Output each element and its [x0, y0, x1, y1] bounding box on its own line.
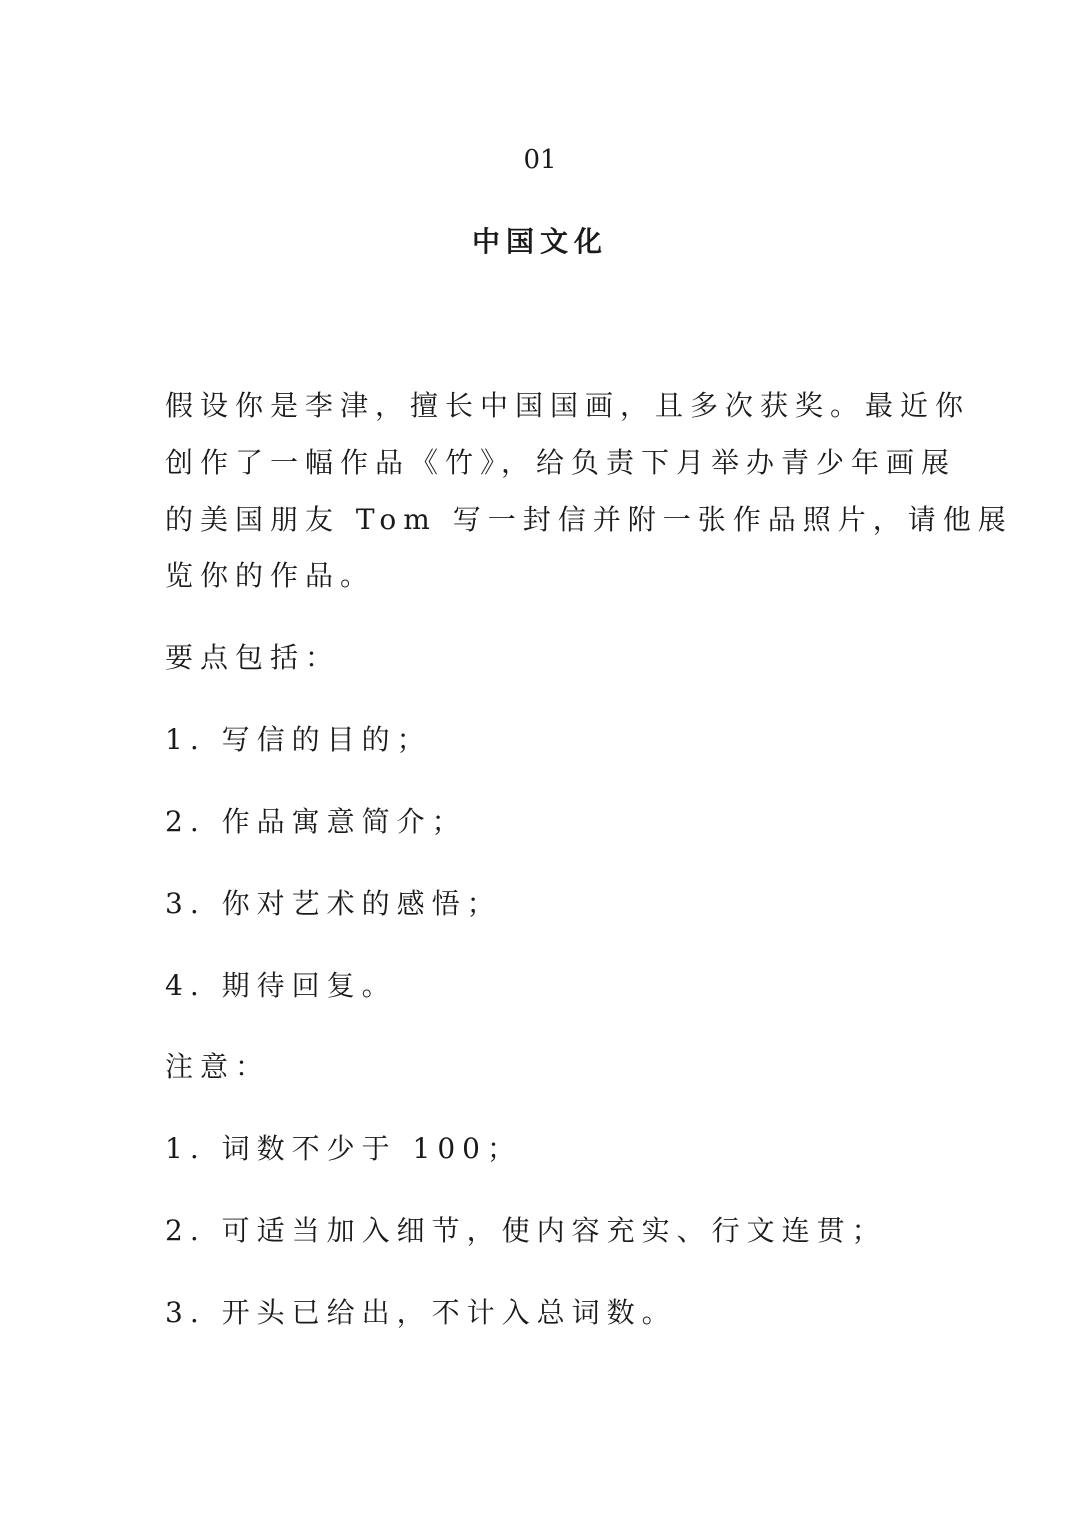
- section-title: 中国文化: [471, 225, 608, 258]
- notes-item: 1. 词数不少于 100；: [165, 1132, 522, 1165]
- points-heading: 要点包括：: [165, 641, 341, 674]
- intro-line: 览你的作品。: [165, 559, 376, 592]
- notes-heading: 注意：: [165, 1050, 271, 1083]
- section-number: 01: [523, 145, 557, 175]
- intro-line: 的美国朋友 Tom 写一封信并附一张作品照片，请他展: [165, 503, 1013, 536]
- intro-line: 创作了一幅作品《竹》，给负责下月举办青少年画展: [165, 446, 957, 479]
- points-item: 2. 作品寓意简介；: [165, 805, 467, 838]
- notes-item: 3. 开头已给出，不计入总词数。: [165, 1296, 677, 1329]
- intro-line: 假设你是李津，擅长中国国画，且多次获奖。最近你: [165, 389, 971, 422]
- points-item: 1. 写信的目的；: [165, 723, 432, 756]
- points-item: 3. 你对艺术的感悟；: [165, 887, 502, 920]
- points-item: 4. 期待回复。: [165, 969, 397, 1002]
- notes-item: 2. 可适当加入细节，使内容充实、行文连贯；: [165, 1214, 887, 1247]
